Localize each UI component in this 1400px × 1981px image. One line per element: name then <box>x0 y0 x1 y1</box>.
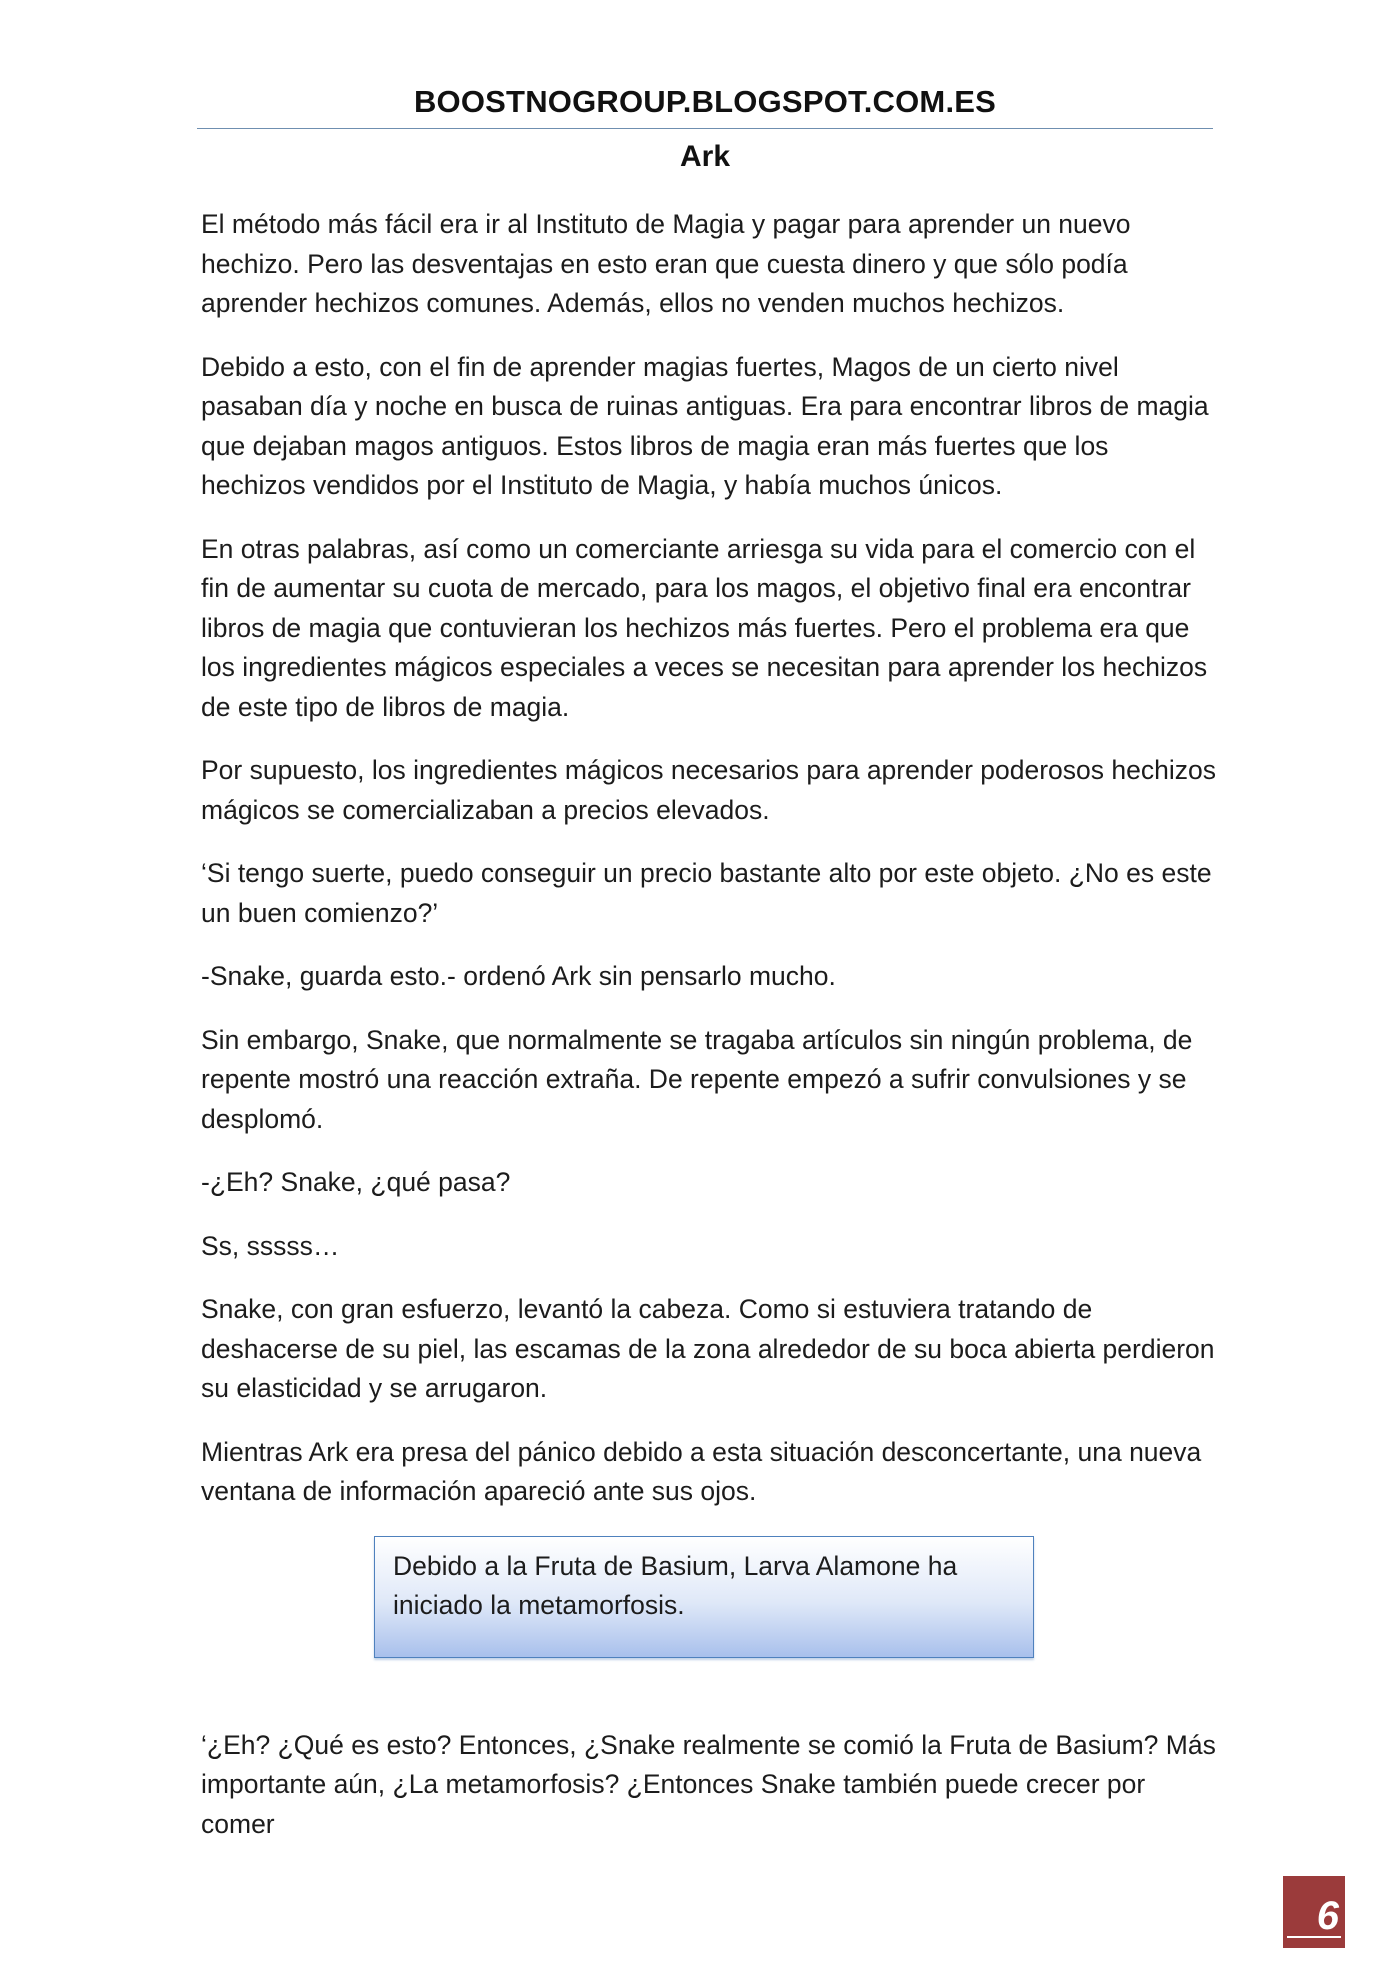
page-number: 6 <box>1316 1894 1339 1938</box>
page-header <box>197 82 1213 177</box>
paragraph: ‘¿Eh? ¿Qué es esto? Entonces, ¿Snake realmente se comió la Fruta de Basium? Más importante aún, ¿La metamorfosis? ¿Entonces Snake también puede crecer por comer <box>201 1729 1216 1839</box>
paragraph: -¿Eh? Snake, ¿qué pasa? <box>201 1167 511 1197</box>
page-number-underline <box>1287 1936 1341 1938</box>
body-text <box>201 205 1216 1868</box>
notice-text: Debido a la Fruta de Basium, Larva Alamone ha iniciado la metamorfosis. <box>393 1550 958 1620</box>
game-notice-box <box>374 1536 1034 1658</box>
paragraph: Mientras Ark era presa del pánico debido a esta situación desconcertante, una nueva ventana de información apareció ante sus ojos. <box>201 1436 1202 1506</box>
paragraph: Ss, sssss… <box>201 1230 340 1261</box>
paragraph: Por supuesto, los ingredientes mágicos necesarios para aprender poderosos hechizos mágicos se comercializaban a precios elevados. <box>201 755 1216 825</box>
page-number-badge <box>1283 1876 1345 1948</box>
header-divider <box>197 128 1213 129</box>
paragraph: El método más fácil era ir al Instituto de Magia y pagar para aprender un nuevo hechizo. Pero las desventajas en esto eran que cuesta dinero y que sólo podía aprender hechizos comunes. Además, ellos no venden muchos hechizos. <box>201 209 1131 318</box>
paragraph: ‘Si tengo suerte, puedo conseguir un precio bastante alto por este objeto. ¿No es este un buen comienzo?’ <box>201 858 1212 928</box>
paragraph: Debido a esto, con el fin de aprender magias fuertes, Magos de un cierto nivel pasaban día y noche en busca de ruinas antiguas. Era para encontrar libros de magia que dejaban magos antiguos. Estos libros de magia eran más fuertes que los hechizos vendidos por el Instituto de Magia, y había muchos únicos. <box>201 351 1209 500</box>
paragraph: Sin embargo, Snake, que normalmente se tragaba artículos sin ningún problema, de repente mostró una reacción extraña. De repente empezó a sufrir convulsiones y se desplomó. <box>201 1024 1193 1134</box>
paragraph: Snake, con gran esfuerzo, levantó la cabeza. Como si estuviera tratando de deshacerse de su piel, las escamas de la zona alrededor de su boca abierta perdieron su elasticidad y se arrugaron. <box>201 1294 1215 1403</box>
site-title: BOOSTNOGROUP.BLOGSPOT.COM.ES <box>413 84 997 119</box>
paragraph: En otras palabras, así como un comerciante arriesga su vida para el comercio con el fin de aumentar su cuota de mercado, para los magos, el objetivo final era encontrar libros de magia que contuvieran los hechizos más fuertes. Pero el problema era que los ingredientes mágicos especiales a veces se necesitan para aprender los hechizos de este tipo de libros de magia. <box>201 533 1208 722</box>
chapter-title: Ark <box>679 140 731 173</box>
paragraph: -Snake, guarda esto.- ordenó Ark sin pensarlo mucho. <box>201 961 836 991</box>
